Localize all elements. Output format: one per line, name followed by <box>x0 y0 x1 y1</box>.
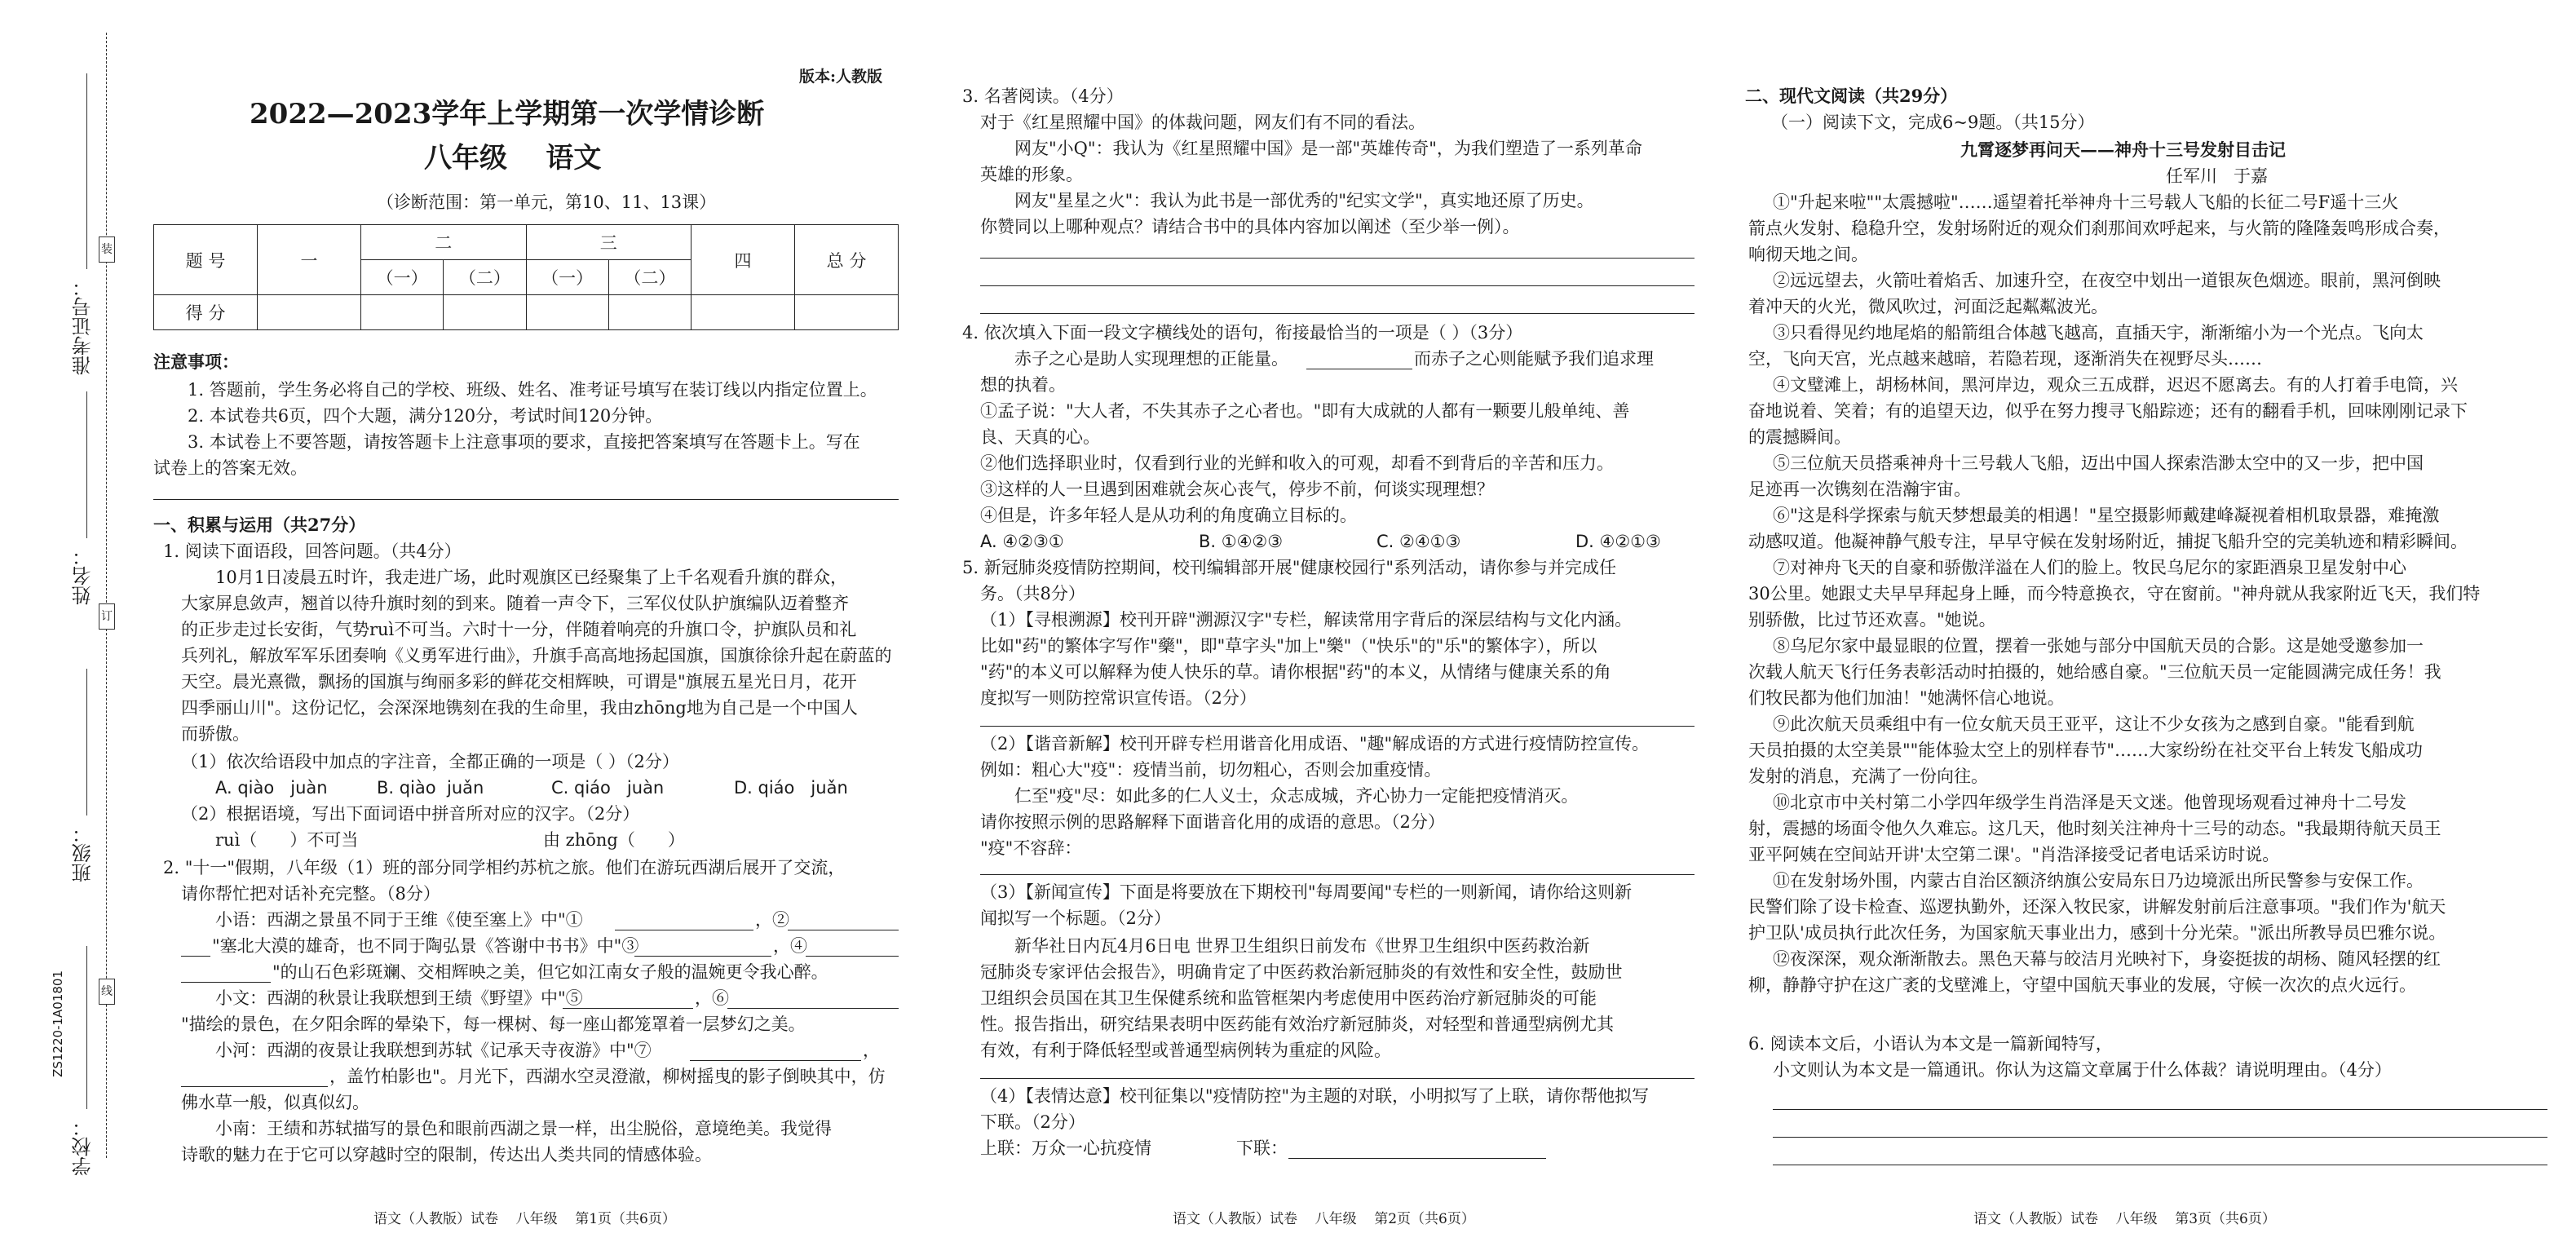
class-label: 班级： <box>72 824 95 882</box>
q4-option-c[interactable]: C. ②④①③ <box>1376 532 1461 551</box>
answer-line[interactable] <box>1773 1137 2547 1138</box>
article-line: 民警们除了设卡检查、巡逻执勤外，还深入牧民家，讲解发射前后注意事项。"我们作为'航天 <box>1748 897 2446 917</box>
q1-text: 四季丽山川"。这份记忆，会深深地镌刻在我的生命里，我由zhōng地为自己是一个中国人 <box>181 698 858 718</box>
q3-text: 网友"小Q"：我认为《红星照耀中国》是一部"英雄传奇"，为我们塑造了一系列革命 <box>1014 139 1642 158</box>
answer-blank[interactable] <box>563 1008 693 1009</box>
couplet-lower-input[interactable] <box>1288 1158 1546 1159</box>
news-text: 卫组织会员国在其卫生保健系统和监管框架内考虑使用中医药治疗新冠肺炎的可能 <box>980 988 1597 1008</box>
q5-2-text: 例如：粗心大"疫"：疫情当前，切勿粗心，否则会加重疫情。 <box>980 760 1442 780</box>
answer-line[interactable] <box>980 874 1695 875</box>
q1-text: 天空。晨光熹微，飘扬的国旗与绚丽多彩的鲜花交相辉映，可谓是"旗展五星光日月，花开 <box>181 672 857 692</box>
q2-dialog: 小南：王绩和苏轼描写的景色和眼前西湖之景一样，出尘脱俗，意境绝美。我觉得 <box>215 1119 832 1138</box>
notes-title: 注意事项： <box>153 351 239 372</box>
article-line: ⑦对神舟飞天的自豪和骄傲洋溢在人们的脸上。牧民乌尼尔的家距酒泉卫星发射中心 <box>1773 558 2406 577</box>
q5-heading: 务。（共8分） <box>980 584 1085 603</box>
school-label: 学校： <box>72 1117 95 1176</box>
article-line: 的震撼瞬间。 <box>1748 427 1851 447</box>
q1-text: 兵列礼，解放军军乐团奏响《义勇军进行曲》，升旗手高高地扬起国旗，国旗徐徐升起在蔚蓝的 <box>181 646 892 665</box>
article-line: ①"升起来啦""太震撼啦"……遥望着托举神舟十三号载人飞船的长征二号F遥十三火 <box>1773 192 2399 212</box>
answer-line[interactable] <box>980 313 1695 314</box>
q4-option-a[interactable]: A. ④②③① <box>980 532 1064 551</box>
q2-dialog: ，② <box>755 910 789 930</box>
th-part-3: 三 <box>526 225 691 260</box>
q1-option-b[interactable]: B. qiào juǎn <box>377 778 484 798</box>
exam-title: 2022—2023学年上学期第一次学情诊断 <box>250 98 765 130</box>
th-total: 总 分 <box>795 225 899 295</box>
q4-heading: 4. 依次填入下面一段文字横线处的语句，衔接最恰当的一项是（ ）（3分） <box>962 323 1523 343</box>
q2-dialog: ， <box>863 1041 880 1060</box>
edition-label: 版本:人教版 <box>799 68 883 86</box>
score-cell[interactable] <box>795 295 899 330</box>
answer-line[interactable] <box>980 726 1695 727</box>
q3-heading: 3. 名著阅读。（4分） <box>962 86 1124 106</box>
q5-2-text: "疫"不容辞： <box>980 838 1082 858</box>
article-line: 柳，静静守护在这广袤的戈壁滩上，守望中国航天事业的发展，守候一次次的点火远行。 <box>1748 975 2416 995</box>
q5-4-text: 下联。（2分） <box>980 1112 1085 1132</box>
article-line: ③只看得见约地尾焰的船箭组合体越飞越高，直插天宇，渐渐缩小为一个光点。飞向太 <box>1773 323 2424 343</box>
q2-dialog: 小河：西湖的夜景让我联想到苏轼《记承天寺夜游》中"⑦ <box>215 1041 652 1060</box>
article-line: 着冲天的火光，微风吹过，河面泛起粼粼波光。 <box>1748 297 2108 316</box>
couplet-lower-label: 下联： <box>1236 1138 1288 1158</box>
answer-blank[interactable] <box>634 956 771 957</box>
article-line: ⑧乌尼尔家中最显眼的位置，摆着一张她与部分中国航天员的合影。这是她受邀参加一 <box>1773 636 2424 656</box>
th-part-4: 四 <box>691 225 795 295</box>
q4-text: 赤子之心是助人实现理想的正能量。 <box>1014 349 1288 369</box>
article-line: 足迹再一次镌刻在浩瀚宇宙。 <box>1748 480 1971 499</box>
q3-text: 英雄的形象。 <box>980 165 1083 184</box>
th-part-3-1: （一） <box>526 260 608 295</box>
article-authors: 任军川 于嘉 <box>2166 166 2269 186</box>
q1-sub2: （2）根据语境，写出下面词语中拼音所对应的汉字。（2分） <box>181 804 640 824</box>
score-cell[interactable] <box>444 295 526 330</box>
page-2 <box>946 0 1712 1242</box>
q2-dialog: 诗歌的魅力在于它可以穿越时空的限制，传达出人类共同的情感体验。 <box>181 1145 712 1165</box>
section-1-heading: 一、积累与运用（共27分） <box>153 515 366 535</box>
article-line: 亚平阿姨在空间站开讲'太空第二课'。"肖浩泽接受记者电话采访时说。 <box>1748 845 2280 864</box>
q5-1-text: （1）【寻根溯源】校刊开辟"溯源汉字"专栏，解读常用字背后的深层结构与文化内涵。 <box>980 610 1633 630</box>
article-line: 天员拍摄的太空美景""能体验太空上的别样春节"……大家纷纷在社交平台上转发飞船成功 <box>1748 740 2423 760</box>
article-line: ⑩北京市中关村第二小学四年级学生肖浩泽是天文迷。他曾现场观看过神舟十二号发 <box>1773 793 2406 812</box>
q2-heading: 2. "十一"假期，八年级（1）班的部分同学相约苏杭之旅。他们在游玩西湖后展开了交流， <box>163 858 846 877</box>
seal-mark-1: 装 <box>99 236 115 263</box>
q6-text: 小文则认为本文是一篇通讯。你认为这篇文章属于什么体裁？请说明理由。（4分） <box>1773 1060 2392 1080</box>
q4-text: 而赤子之心则能赋予我们追求理 <box>1414 349 1654 369</box>
q5-2-text: 仁至"疫"尽：如此多的仁人义士，众志成城，齐心协力一定能把疫情消灭。 <box>1014 786 1579 806</box>
section-2-heading: 二、现代文阅读（共29分） <box>1745 86 1958 106</box>
note-line: 1. 答题前，学生务必将自己的学校、班级、姓名、准考证号填写在装订线以内指定位置上。 <box>188 380 877 400</box>
score-cell[interactable] <box>258 295 361 330</box>
article-line: 次载人航天飞行任务表彰活动时拍摄的，她给感自豪。"三位航天员一定能圆满完成任务！我 <box>1748 662 2441 682</box>
q2-dialog: "描绘的景色，在夕阳余晖的晕染下，每一棵树、每一座山都笼罩着一层梦幻之美。 <box>181 1014 806 1034</box>
th-part-2-2: （二） <box>444 260 526 295</box>
article-line: 护卫队'成员执行此次任务，为国家航天事业出力，感到十分光荣。"派出所教导员巴雅尔说。 <box>1748 923 2446 943</box>
q2-dialog: 小语：西湖之景虽不同于王维《使至塞上》中"① <box>215 910 583 930</box>
q2-dialog: 佛水草一般，似真似幻。 <box>181 1093 369 1112</box>
q5-2-text: （2）【谐音新解】校刊开辟专栏用谐音化用成语、"趣"解成语的方式进行疫情防控宣传。 <box>980 734 1650 754</box>
answer-line[interactable] <box>980 1078 1695 1079</box>
score-cell[interactable] <box>608 295 691 330</box>
q5-3-text: （3）【新闻宣传】下面是将要放在下期校刊"每周要闻"专栏的一则新闻，请你给这则新 <box>980 882 1633 902</box>
q5-4-text: （4）【表情达意】校刊征集以"疫情防控"为主题的对联，小明拟写了上联，请你帮他拟写 <box>980 1086 1650 1106</box>
paper-code: ZS1220-1A01801 <box>51 970 65 1077</box>
q1-sub1: （1）依次给语段中加点的字注音，全都正确的一项是（ ）（2分） <box>181 752 679 771</box>
article-line: 响彻天地之间。 <box>1748 245 1868 264</box>
q1-option-c[interactable]: C. qiáo juàn <box>551 778 665 798</box>
q5-1-text: 比如"药"的繁体字写作"藥"，即"草字头"加上"樂"（"快乐"的"乐"的繁体字），所以 <box>980 636 1597 656</box>
answer-blank[interactable] <box>181 1086 328 1087</box>
note-line: 2. 本试卷共6页，四个大题，满分120分，考试时间120分钟。 <box>188 406 663 426</box>
th-part-1: 一 <box>258 225 361 295</box>
article-line: 发射的消息，充满了一份向往。 <box>1748 767 1988 786</box>
q2-dialog: "的山石色彩斑斓、交相辉映之美，但它如江南女子般的温婉更令我心醉。 <box>272 962 828 982</box>
score-table <box>153 224 899 330</box>
answer-line[interactable] <box>980 285 1695 286</box>
news-text: 性。报告指出，研究结果表明中医药能有效治疗新冠肺炎，对轻型和普通型病例尤其 <box>980 1014 1614 1034</box>
page-footer: 语文（人教版）试卷 八年级 第2页（共6页） <box>1173 1211 1475 1227</box>
article-line: 空，飞向天宫，光点越来越暗，若隐若现，逐渐消失在视野尽头…… <box>1748 349 2262 369</box>
th-part-2: 二 <box>361 225 527 260</box>
q2-dialog: "塞北大漠的雄奇，也不同于陶弘景《答谢中书书》中"③ <box>212 936 639 956</box>
article-line: 们牧民都为他们加油！"她满怀信心地说。 <box>1748 688 2065 708</box>
news-text: 冠肺炎专家评估会报告》，明确肯定了中医药救治新冠肺炎的有效性和安全性，鼓励世 <box>980 962 1623 982</box>
answer-blank[interactable] <box>690 1060 861 1061</box>
q4-text: ④但是，许多年轻人是从功利的角度确立目标的。 <box>980 506 1357 525</box>
news-text: 新华社日内瓦4月6日电 世界卫生组织日前发布《世界卫生组织中医药救治新 <box>1014 936 1590 956</box>
score-cell[interactable] <box>526 295 608 330</box>
score-cell[interactable] <box>691 295 795 330</box>
q2-dialog: ，盖竹柏影也"。月光下，西湖水空灵澄澈，柳树摇曳的影子倒映其中，仿 <box>329 1067 886 1086</box>
score-label: 得 分 <box>154 295 258 330</box>
th-part-2-1: （一） <box>361 260 444 295</box>
q5-3-text: 闻拟写一个标题。（2分） <box>980 908 1171 928</box>
page-footer: 语文（人教版）试卷 八年级 第3页（共6页） <box>1973 1211 2276 1227</box>
q4-option-d[interactable]: D. ④②①③ <box>1575 532 1661 551</box>
q1-blank-1[interactable]: ruì（ ）不可当 <box>215 830 359 850</box>
q4-text: ①孟子说："大人者，不失其赤子之心者也。"即有大成就的人都有一颗要儿般单纯、善 <box>980 401 1630 421</box>
q1-blank-2[interactable]: 由 zhōng（ ） <box>543 830 685 850</box>
subsection-heading: （一）阅读下文，完成6~9题。（共15分） <box>1771 113 2095 132</box>
note-line: 试卷上的答案无效。 <box>153 458 307 478</box>
q2-dialog: 小文：西湖的秋景让我联想到王绩《野望》中"⑤ <box>215 988 583 1008</box>
name-label: 姓名： <box>72 546 95 605</box>
q1-text: 而骄傲。 <box>181 724 250 744</box>
article-line: 别骄傲，比过节还欢喜。"她说。 <box>1748 610 1996 630</box>
q1-option-d[interactable]: D. qiáo juǎn <box>734 778 848 798</box>
q4-text: ②他们选择职业时，仅看到行业的光鲜和收入的可观，却看不到背后的辛苦和压力。 <box>980 453 1614 473</box>
answer-line[interactable] <box>980 258 1695 259</box>
page-3 <box>1745 0 2569 1242</box>
q5-1-text: "药"的本义可以解释为使人快乐的草。请你根据"药"的本义，从情绪与健康关系的角 <box>980 662 1611 682</box>
answer-blank[interactable] <box>181 956 210 957</box>
article-line: ②远远望去，火箭吐着焰舌、加速升空，在夜空中划出一道银灰色烟迹。眼前，黑河倒映 <box>1773 271 2441 290</box>
seal-mark-2: 订 <box>99 603 115 630</box>
q5-2-text: 请你按照示例的思路解释下面谐音化用的成语的意思。（2分） <box>980 812 1445 832</box>
score-cell[interactable] <box>361 295 444 330</box>
q1-text: 的正步走过长安街，气势ruì不可当。六时十一分，伴随着响亮的升旗口令，护旗队员和礼 <box>181 620 857 639</box>
page-1 <box>0 0 921 1242</box>
q4-text: 想的执着。 <box>980 375 1066 395</box>
q4-text: 良、天真的心。 <box>980 427 1100 447</box>
news-text: 有效，有利于降低轻型或普通型病例转为重症的风险。 <box>980 1041 1391 1060</box>
article-line: ④文璧滩上，胡杨林间，黑河岸边，观众三五成群，迟迟不愿离去。有的人打着手电筒，兴 <box>1773 375 2458 395</box>
q3-text: 网友"星星之火"：我认为此书是一部优秀的"纪实文学"，真实地还原了历史。 <box>1014 191 1594 210</box>
q3-text: 你赞同以上哪种观点？请结合书中的具体内容加以阐述（至少举一例）。 <box>980 217 1520 236</box>
q2-dialog: ，⑥ <box>695 988 729 1008</box>
article-line: 射，震撼的场面令他久久难忘。这几天，他时刻关注神舟十三号的动态。"我最期待航天员王 <box>1748 819 2441 838</box>
q5-1-text: 度拟写一则防控常识宣传语。（2分） <box>980 688 1257 708</box>
q2-dialog: ，④ <box>773 936 807 956</box>
article-line: ⑨此次航天员乘组中有一位女航天员王亚平，这让不少女孩为之感到自豪。"能看到航 <box>1773 714 2415 734</box>
seal-mark-3: 线 <box>99 979 115 1005</box>
q4-text: ③这样的人一旦遇到困难就会灰心丧气，停步不前，何谈实现理想？ <box>980 480 1494 499</box>
q1-option-a[interactable]: A. qiào juàn <box>215 778 328 798</box>
answer-blank[interactable] <box>181 982 271 983</box>
th-question-no: 题 号 <box>154 225 258 295</box>
article-line: 30公里。她跟丈夫早早拜起身上睡，而今特意换衣，守在窗前。"神舟就从我家附近飞天，我们特 <box>1748 584 2481 603</box>
answer-blank[interactable] <box>806 956 899 957</box>
answer-blank[interactable] <box>727 1008 899 1009</box>
article-line: ⑪在发射场外围，内蒙古自治区额济纳旗公安局东日乃边境派出所民警参与安保工作。 <box>1773 871 2424 891</box>
q1-text: 10月1日凌晨五时许，我走进广场，此时观旗区已经聚集了上千名观看升旗的群众， <box>215 568 848 587</box>
article-line: ⑫夜深深，观众渐渐散去。黑色天幕与皎洁月光映衬下，身姿挺拔的胡杨、随风轻摆的红 <box>1773 949 2441 969</box>
q3-text: 对于《红星照耀中国》的体裁问题，网友们有不同的看法。 <box>980 113 1425 132</box>
exam-id-label: 准考证号： <box>72 277 95 375</box>
q1-heading: 1. 阅读下面语段，回答问题。（共4分） <box>163 541 462 561</box>
q4-option-b[interactable]: B. ①④②③ <box>1199 532 1284 551</box>
answer-line[interactable] <box>1773 1109 2547 1110</box>
article-line: 动感叹道。他凝神静气般专注，早早守候在发射场附近，捕捉飞船升空的完美轨迹和精彩瞬间。 <box>1748 532 2468 551</box>
q2-heading: 请你帮忙把对话补充完整。（8分） <box>181 884 440 904</box>
article-line: 奋地说着、笑着；有的追望天边，似乎在努力搜寻飞船踪迹；还有的翻看手机，回味刚刚记录下 <box>1748 401 2468 421</box>
article-line: ⑤三位航天员搭乘神舟十三号载人飞船，迈出中国人探索浩渺太空中的又一步，把中国 <box>1773 453 2424 473</box>
th-part-3-2: （二） <box>608 260 691 295</box>
q1-text: 大家屏息敛声，翘首以待升旗时刻的到来。随着一声令下，三军仪仗队护旗编队迈着整齐 <box>181 594 849 613</box>
couplet-upper: 上联：万众一心抗疫情 <box>980 1138 1151 1158</box>
exam-subtitle: 八年级 语文 <box>424 142 602 175</box>
note-line: 3. 本试卷上不要答题，请按答题卡上注意事项的要求，直接把答案填写在答题卡上。写在 <box>188 432 860 452</box>
q5-heading: 5. 新冠肺炎疫情防控期间，校刊编辑部开展"健康校园行"系列活动，请你参与并完成任 <box>962 558 1617 577</box>
page-footer: 语文（人教版）试卷 八年级 第1页（共6页） <box>373 1211 676 1227</box>
divider <box>153 499 899 500</box>
article-title: 九霄逐梦再问天——神舟十三号发射目击记 <box>1960 139 2286 160</box>
q6-text: 6. 阅读本文后，小语认为本文是一篇新闻特写， <box>1748 1034 2113 1054</box>
exam-scope: （诊断范围：第一单元，第10、11、13课） <box>377 192 717 212</box>
article-line: 箭点火发射、稳稳升空，发射场附近的观众们刹那间欢呼起来，与火箭的隆隆轰鸣形成合奏， <box>1748 219 2450 238</box>
article-line: ⑥"这是科学探索与航天梦想最美的相遇！"星空摄影师戴建峰凝视着相机取景器，难掩激 <box>1773 506 2440 525</box>
